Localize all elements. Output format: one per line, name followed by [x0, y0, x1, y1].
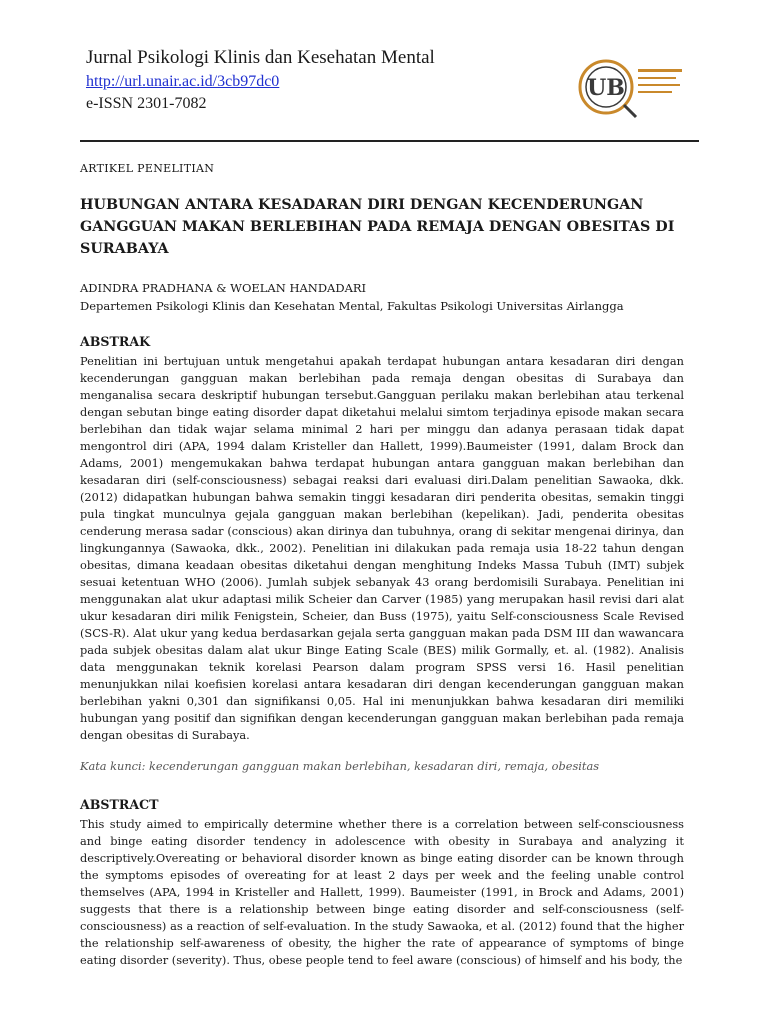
- journal-header: [86, 45, 706, 140]
- logo-lettering: UB: [587, 75, 625, 101]
- article-type: ARTIKEL PENELITIAN: [80, 162, 215, 175]
- abstract-heading: ABSTRACT: [80, 797, 159, 812]
- abstrak-text: Penelitian ini bertujuan untuk mengetahui apakah terdapat hubungan antara kesadaran diri dengan kecenderungan gangguan makan berlebihan pada remaja dengan obesitas di Surabaya dan menganalisa secara deskriptif hubungan tersebut.Gangguan perilaku makan berlebihan atau terkenal dengan sebutan binge eating disorder dapat diketahui melalui simtom terjadinya episode makan secara berlebihan dan tidak wajar selama minimal 2 hari per minggu dan adanya perasaan tidak dapat mengontrol diri (APA, 1994 dalam Kristeller dan Hallett, 1999).Baumeister (1991, dalam Brock dan Adams, 2001) mengemukakan bahwa terdapat hubungan antara gangguan makan berlebihan dan kesadaran diri (self-consciousness) sebagai reaksi dari evaluasi diri.Dalam penelitian Sawaoka, dkk. (2012) didapatkan hubungan bahwa semakin tinggi kesadaran diri penderita obesitas, semakin tinggi pula tingkat munculnya gejala gangguan makan berlebihan (kepelikan). Jadi, penderita obesitas cenderung merasa sadar (conscious) akan dirinya dan tubuhnya, orang di sekitar mengenai dirinya, dan lingkungannya (Sawaoka, dkk., 2002). Penelitian ini dilakukan pada remaja usia 18-22 tahun dengan obesitas, dimana keadaan obesitas diketahui dengan menghitung Indeks Massa Tubuh (IMT) subjek sesuai ketentuan WHO (2006). Jumlah subjek sebanyak 43 orang berdomisili Surabaya. Penelitian ini menggunakan alat ukur adaptasi milik Scheier dan Carver (1985) yang merupakan hasil revisi dari alat ukur kesadaran diri milik Fenigstein, Scheier, dan Buss (1975), yaitu Self-consciousness Scale Revised (SCS-R). Alat ukur yang kedua berdasarkan gejala serta gangguan makan pada DSM III dan wawancara pada subjek obesitas dalam alat ukur Binge Eating Scale (BES) milik Gormally, et. al. (1982). Analisis data menggunakan teknik korelasi Pearson dalam program SPSS versi 16. Hasil penelitian menunjukkan nilai koefisien korelasi antara kesadaran diri dengan kecenderungan gangguan makan berlebihan yakni 0,301 dan signifikansi 0,05. Hal ini menunjukkan bahwa kesadaran diri memiliki hubungan yang positif dan signifikan dengan kecenderungan gangguan makan berlebihan pada remaja dengan obesitas di Surabaya.: [80, 354, 684, 742]
- journal-title: Jurnal Psikologi Klinis dan Kesehatan Mental: [86, 47, 435, 68]
- abstrak-heading: ABSTRAK: [80, 334, 151, 349]
- abstract-text: This study aimed to empirically determine whether there is a correlation between self-consciousness and binge eating disorder tendency in adolescence with obesity in Surabaya and analyzing it descriptively.Overeating or behavioral disorder known as binge eating disorder can be known through the symptoms episodes of overeating for at least 2 days per week and the feeling unable control themselves (APA, 1994 in Kristeller and Hallett, 1999). Baumeister (1991, in Brock and Adams, 2001) suggests that there is a relationship between binge eating disorder and self-consciousness (self-consciousness) as a reaction of self-evaluation. In the study Sawaoka, et al. (2012) found that the higher the relationship self-awareness of obesity, the higher the rate of appearance of symptoms of binge eating disorder (severity). Thus, obese people tend to feel aware (conscious) of himself and his body, the: [80, 817, 684, 967]
- article-content: [80, 162, 684, 969]
- article-authors: ADINDRA PRADHANA & WOELAN HANDADARI: [80, 281, 367, 295]
- article-title: HUBUNGAN ANTARA KESADARAN DIRI DENGAN KECENDERUNGAN GANGGUAN MAKAN BERLEBIHAN PADA REMAJA DENGAN OBESITAS DI SURABAYA: [80, 197, 675, 257]
- header-divider: [80, 140, 699, 142]
- university-logo-icon: [574, 55, 694, 125]
- article-affiliation: Departemen Psikologi Klinis dan Kesehatan Mental, Fakultas Psikologi Universitas Airlangga: [80, 299, 624, 313]
- journal-url-link[interactable]: http://url.unair.ac.id/3cb97dc0: [86, 73, 280, 90]
- journal-issn: e-ISSN 2301-7082: [86, 95, 207, 112]
- abstrak-keywords: Kata kunci: kecenderungan gangguan makan berlebihan, kesadaran diri, remaja, obesitas: [80, 759, 600, 773]
